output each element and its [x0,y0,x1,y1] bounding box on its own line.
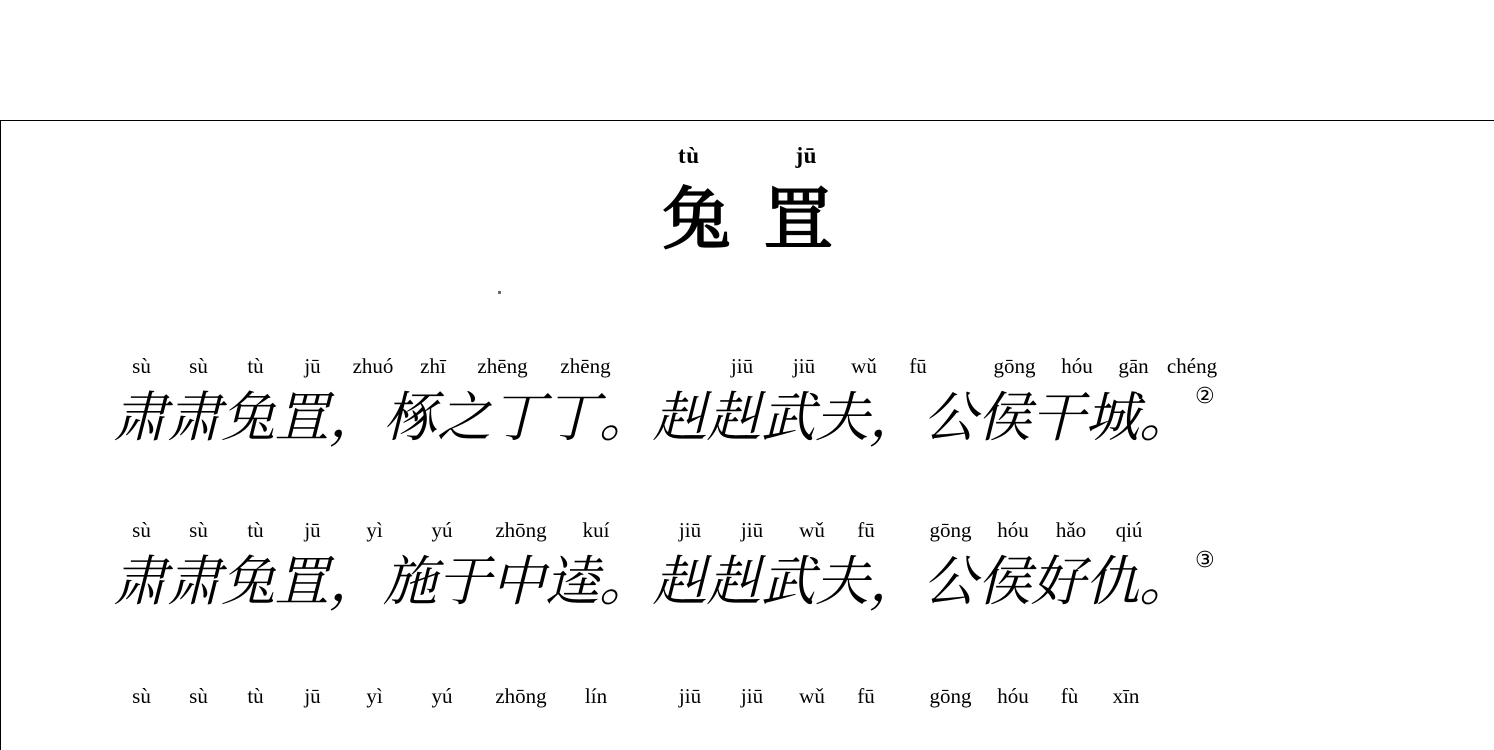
pinyin-group [659,520,917,541]
pinyin-syllable: gōng [929,518,972,542]
pinyin-syllable: jiū [678,684,702,708]
pinyin-syllable: hóu [1061,354,1093,378]
pinyin-row [113,353,1443,377]
pinyin-syllable: sù [189,684,208,708]
pinyin-syllable: tù [247,684,264,708]
pinyin-syllable: sù [132,518,151,542]
pinyin-syllable: sù [189,354,208,378]
pinyin-row [113,517,1443,541]
pinyin-group [341,520,659,541]
stanza [113,353,1443,451]
title-pinyin-syllable: tù [678,143,700,168]
pinyin-syllable: fù [1060,684,1079,708]
pinyin-syllable: hǎo [1055,518,1087,542]
pinyin-syllable: hóu [997,684,1029,708]
pinyin-syllable: sù [132,354,151,378]
page-top-margin [0,0,1494,120]
pinyin-syllable: zhōng [495,684,547,708]
verse-line [113,549,1443,615]
page-title: 兔罝 [662,180,867,260]
footnote-marker: ③ [1195,548,1215,573]
stanza [113,517,1443,615]
pinyin-syllable: sù [189,518,208,542]
pinyin-syllable: yú [431,518,453,542]
pinyin-syllable: fū [857,518,875,542]
pinyin-syllable: qiú [1115,518,1143,542]
pinyin-syllable: zhōng [495,518,547,542]
pinyin-syllable: jiū [740,684,764,708]
scan-speck [498,291,501,294]
pinyin-syllable: wǔ [799,518,825,542]
pinyin-syllable: jū [304,684,321,708]
pinyin-group [981,356,1223,377]
verse-line [113,385,1443,451]
page-content [1,121,1494,750]
verse-text: 肃肃兔罝，施于中逵。赳赳武夫，公侯好仇。 [113,550,1193,613]
pinyin-group [711,356,981,377]
title-pinyin-syllable: jū [795,143,817,168]
pinyin-syllable: zhēng [477,354,528,378]
pinyin-syllable: tù [247,518,264,542]
pinyin-syllable: jū [304,354,321,378]
pinyin-syllable: wǔ [799,684,825,708]
pinyin-syllable: zhuó [352,354,394,378]
pinyin-syllable: fū [909,354,927,378]
pinyin-group [113,356,341,377]
pinyin-syllable: jiū [730,354,754,378]
pinyin-syllable: yú [431,684,453,708]
pinyin-group [113,520,341,541]
pinyin-syllable: gōng [993,354,1036,378]
pinyin-syllable: yì [366,684,383,708]
pinyin-group [917,686,1155,707]
pinyin-syllable: sù [132,684,151,708]
pinyin-syllable: kuí [582,518,610,542]
pinyin-group [659,686,917,707]
pinyin-syllable: fū [857,684,875,708]
pinyin-group [341,686,659,707]
pinyin-syllable: hóu [997,518,1029,542]
pinyin-group [113,686,341,707]
pinyin-syllable: jiū [792,354,816,378]
pinyin-group [917,520,1158,541]
footnote-marker: ② [1195,384,1215,409]
pinyin-syllable: gōng [929,684,972,708]
pinyin-syllable: lín [584,684,608,708]
pinyin-syllable: tù [247,354,264,378]
pinyin-syllable: xīn [1112,684,1140,708]
pinyin-row [113,683,1443,707]
poem-title-block [1,143,1494,260]
pinyin-syllable: gān [1118,354,1149,378]
pinyin-syllable: zhī [420,354,446,378]
pinyin-group [341,356,711,377]
pinyin-syllable: jiū [678,518,702,542]
pinyin-syllable: chéng [1166,354,1218,378]
verse-text: 肃肃兔罝，椓之丁丁。赳赳武夫，公侯干城。 [113,386,1193,449]
pinyin-syllable: zhēng [560,354,611,378]
pinyin-syllable: jiū [740,518,764,542]
pinyin-syllable: jū [304,518,321,542]
stanza [113,683,1443,707]
pinyin-syllable: wǔ [851,354,877,378]
pinyin-syllable: yì [366,518,383,542]
title-pinyin-row [1,144,1494,167]
